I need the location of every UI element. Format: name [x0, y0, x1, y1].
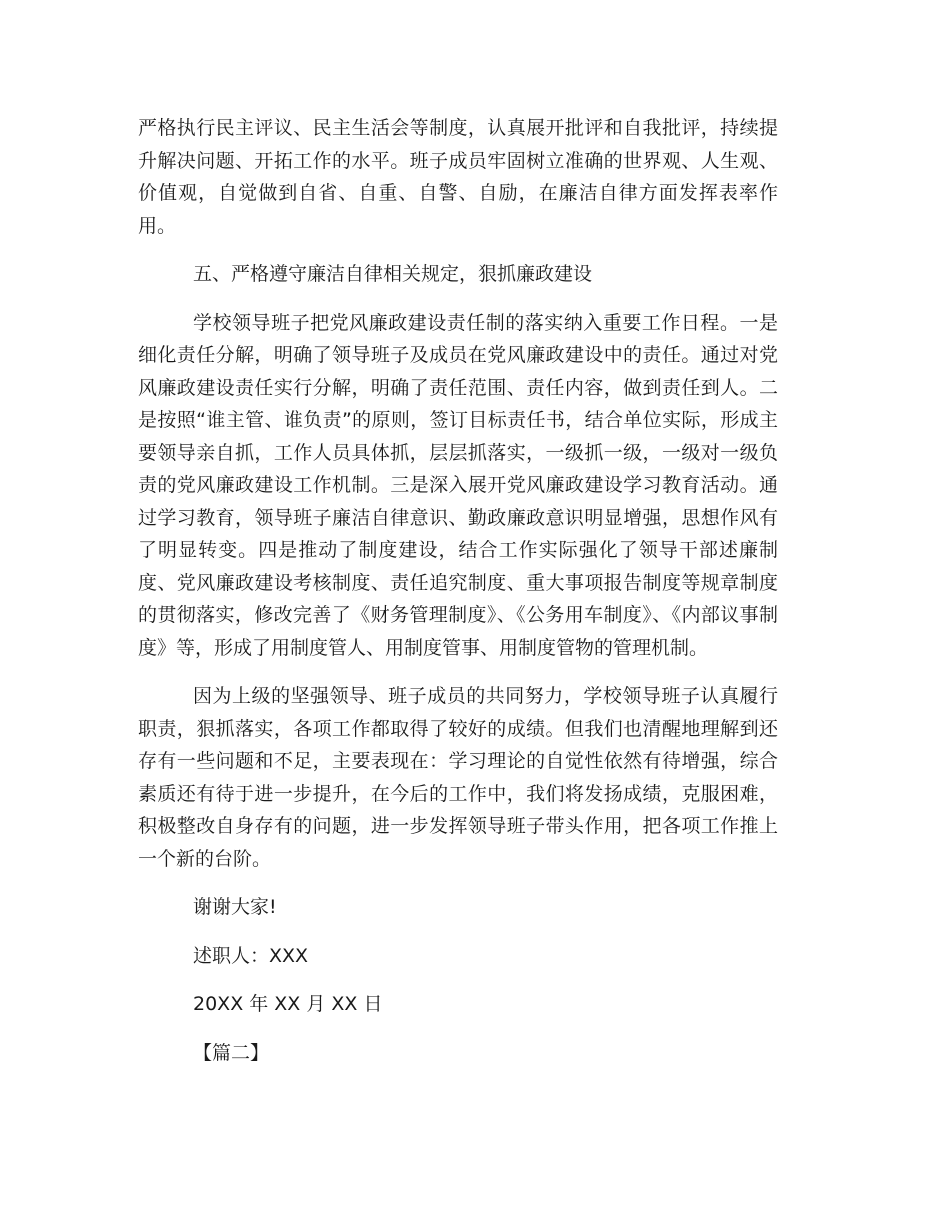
signature-reporter: 述职人：XXX [193, 944, 309, 967]
document-body [138, 112, 778, 1085]
paragraph-conclusion: 因为上级的坚强领导、班子成员的共同努力，学校领导班子认真履行职责，狠抓落实，各项工作都取得了较好的成绩。但我们也清醒地理解到还存有一些问题和不足，主要表现在：学习理论的自觉性依然有待增强，综合素质还有待于进一步提升，在今后的工作中，我们将发扬成绩，克服困难，积极整改自身存有的问题，进一步发挥领导班子带头作用，把各项工作推上一个新的台阶。 [138, 685, 778, 870]
paragraph-self-criticism: 严格执行民主评议、民主生活会等制度，认真展开批评和自我批评，持续提升解决问题、开拓工作的水平。班子成员牢固树立准确的世界观、人生观、价值观，自觉做到自省、自重、自警、自励，在廉洁自律方面发挥表率作用。 [138, 117, 778, 237]
signature-date: 20XX 年 XX 月 XX 日 [193, 993, 383, 1015]
section-label-part-two: 【篇二】 [193, 1041, 270, 1064]
paragraph-anti-corruption: 学校领导班子把党风廉政建设责任制的落实纳入重要工作日程。一是细化责任分解，明确了领导班子及成员在党风廉政建设中的责任。通过对党风廉政建设责任实行分解，明确了责任范围、责任内容，做到责任到人。二是按照“谁主管、谁负责”的原则，签订目标责任书，结合单位实际，形成主要领导亲自抓，工作人员具体抓，层层抓落实，一级抓一级，一级对一级负责的党风廉政建设工作机制。三是深入展开党风廉政建设学习教育活动。通过学习教育，领导班子廉洁自律意识、勤政廉政意识明显增强，思想作风有了明显转变。四是推动了制度建设，结合工作实际强化了领导干部述廉制度、党风廉政建设考核制度、责任追究制度、重大事项报告制度等规章制度的贯彻落实，修改完善了《财务管理制度》、《公务用车制度》、《内部议事制度》等，形成了用制度管人、用制度管事、用制度管物的管理机制。 [138, 311, 778, 659]
closing-thanks: 谢谢大家! [193, 896, 277, 918]
section-heading-five: 五、严格遵守廉洁自律相关规定，狠抓廉政建设 [193, 263, 593, 285]
